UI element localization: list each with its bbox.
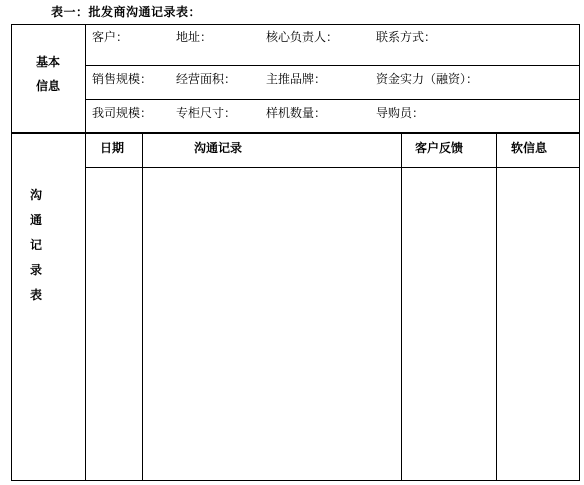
communication-label-char: 通 [29,213,42,227]
field-business-area: 经营面积： [176,72,237,86]
field-address: 地址： [176,30,213,44]
field-sales-scale: 销售规模： [92,72,153,86]
info-row-divider-2 [85,99,580,100]
field-shopping-guide: 导购员： [376,106,425,120]
table-bottom-border [11,480,580,481]
col-divider-record [401,134,402,481]
header-bottom-line [85,167,580,168]
communication-label [24,188,48,313]
field-main-brand: 主推品牌： [266,72,327,86]
field-counter-size: 专柜尺寸： [176,106,237,120]
field-customer: 客户： [92,30,129,44]
info-label-divider [85,24,86,481]
col-divider-feedback [496,134,497,481]
header-communication-record: 沟通记录 [194,141,243,155]
basic-info-label-line2: 信息 [35,79,60,93]
communication-label-char: 录 [29,263,42,277]
communication-label-char: 表 [29,288,42,302]
communication-label-char: 记 [29,238,42,252]
field-sample-count: 样机数量： [266,106,327,120]
field-contact: 联系方式： [376,30,437,44]
header-customer-feedback: 客户反馈 [415,141,464,155]
basic-info-label-line1: 基本 [35,55,60,69]
field-company-scale: 我司规模： [92,106,153,120]
field-financial-strength: 资金实力（融资）： [376,72,479,86]
header-date: 日期 [100,141,125,155]
section-divider [11,132,580,134]
col-divider-date [142,134,143,481]
basic-info-label [36,55,60,104]
table-top-border [11,24,580,25]
header-soft-info: 软信息 [511,141,548,155]
table-right-border [579,24,580,481]
info-row-divider-1 [85,65,580,66]
table-left-border [11,24,12,481]
communication-label-char: 沟 [29,188,42,202]
table-title: 表一：批发商沟通记录表： [51,5,202,19]
field-core-manager: 核心负责人： [266,30,339,44]
